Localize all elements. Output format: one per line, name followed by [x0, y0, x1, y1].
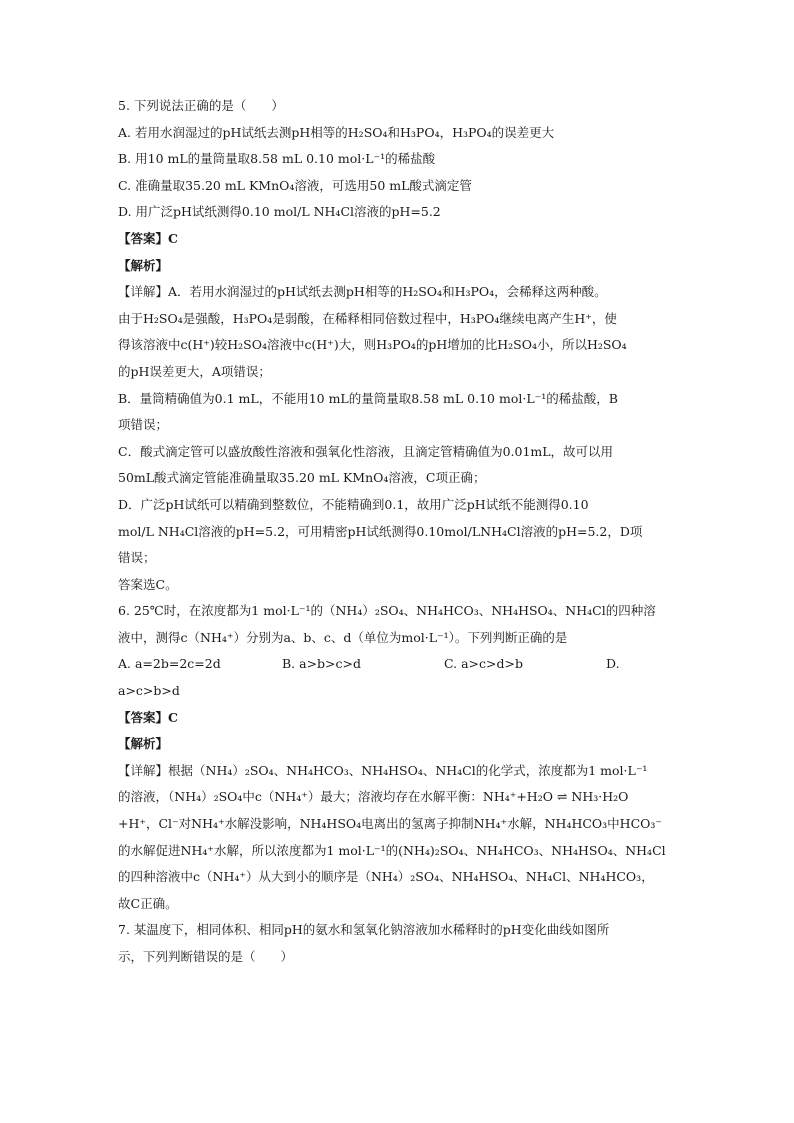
question-5-detail-line: 由于H₂SO₄是强酸，H₃PO₄是弱酸，在稀释相同倍数过程中，H₃PO₄继续电离产生H⁺，使	[118, 310, 617, 326]
question-5-detail-line: B．量筒精确值为0.1 mL，不能用10 mL的量筒量取8.58 mL 0.10 mol·L⁻¹的稀盐酸，B	[118, 390, 618, 406]
question-6-options	[118, 651, 678, 678]
question-5-detail-line: 【详解】A．若用水润湿过的pH试纸去测pH相等的H₂SO₄和H₃PO₄，会稀释这两种酸。	[118, 284, 607, 300]
question-5-detail-line: 50mL酸式滴定管能准确量取35.20 mL KMnO₄溶液，C项正确；	[118, 470, 486, 486]
question-6-stem-line: 液中，测得c（NH₄⁺）分别为a、b、c、d（单位为mol·L⁻¹）。下列判断正确的是	[118, 629, 568, 645]
question-6-option-d: D.	[606, 656, 620, 672]
question-5-option-d: D. 用广泛pH试纸测得0.10 mol/L NH₄Cl溶液的pH=5.2	[118, 204, 441, 220]
question-6-detail-line: +H⁺，Cl⁻对NH₄⁺水解没影响，NH₄HSO₄电离出的氢离子抑制NH₄⁺水解，NH₄HCO₃中HCO₃⁻	[118, 816, 662, 832]
question-6-option-c: C. a>c>d>b	[444, 656, 523, 672]
question-6-analysis-label: 【解析】	[118, 736, 169, 752]
question-6-option-a: A. a=2b=2c=2d	[118, 656, 221, 672]
question-5-detail-line: 错误；	[118, 550, 156, 566]
question-6-detail-line: 故C正确。	[118, 895, 178, 911]
question-5-answer: 【答案】C	[118, 230, 178, 246]
question-5-detail-line: 得该溶液中c(H⁺)较H₂SO₄溶液中c(H⁺)大，则H₃PO₄的pH增加的比H₂SO₄小，所以H₂SO₄	[118, 337, 627, 353]
question-5-analysis-label: 【解析】	[118, 257, 169, 273]
question-6-option-d-value: a>c>b>d	[118, 683, 180, 699]
document-content	[118, 93, 678, 971]
question-5-option-c: C. 准确量取35.20 mL KMnO₄溶液，可选用50 mL酸式滴定管	[118, 177, 472, 193]
question-7-stem-line: 示，下列判断错误的是（ ）	[118, 949, 294, 964]
question-6-detail-line: 的四种溶液中c（NH₄⁺）从大到小的顺序是（NH₄）₂SO₄、NH₄HSO₄、NH₄Cl、NH₄HCO₃，	[118, 869, 654, 885]
question-5-stem: 5. 下列说法正确的是（ ）	[118, 98, 284, 113]
question-5-option-a: A. 若用水润湿过的pH试纸去测pH相等的H₂SO₄和H₃PO₄，H₃PO₄的误差更大	[118, 124, 555, 140]
question-6-detail-line: 的溶液，（NH₄）₂SO₄中c（NH₄⁺）最大；溶液均存在水解平衡：NH₄⁺+H₂O ⇌ NH₃·H₂O	[118, 789, 629, 805]
question-5-option-b: B. 用10 mL的量筒量取8.58 mL 0.10 mol·L⁻¹的稀盐酸	[118, 151, 436, 167]
question-5-detail-line: 项错误；	[118, 417, 169, 433]
question-5-detail-line: mol/L NH₄Cl溶液的pH=5.2，可用精密pH试纸测得0.10mol/LNH₄Cl溶液的pH=5.2，D项	[118, 523, 643, 539]
question-6-detail-line: 的水解促进NH₄⁺水解，所以浓度都为1 mol·L⁻¹的(NH₄)₂SO₄、NH₄HCO₃、NH₄HSO₄、NH₄Cl	[118, 842, 666, 858]
question-5-detail-line: 答案选C。	[118, 576, 178, 592]
question-6-stem-line: 6. 25℃时，在浓度都为1 mol·L⁻¹的（NH₄）₂SO₄、NH₄HCO₃、NH₄HSO₄、NH₄Cl的四种溶	[118, 603, 656, 619]
question-5-detail-line: D．广泛pH试纸可以精确到整数位，不能精确到0.1，故用广泛pH试纸不能测得0.10	[118, 496, 589, 512]
question-6-detail-line: 【详解】根据（NH₄）₂SO₄、NH₄HCO₃、NH₄HSO₄、NH₄Cl的化学式，浓度都为1 mol·L⁻¹	[118, 762, 648, 778]
question-5-detail-line: C．酸式滴定管可以盛放酸性溶液和强氧化性溶液，且滴定管精确值为0.01mL，故可以用	[118, 443, 614, 459]
question-5-detail-line: 的pH误差更大，A项错误；	[118, 363, 271, 379]
question-7-stem-line: 7. 某温度下，相同体积、相同pH的氨水和氢氧化钠溶液加水稀释时的pH变化曲线如图所	[118, 922, 610, 938]
question-6-option-b: B. a>b>c>d	[282, 656, 362, 672]
question-6-answer: 【答案】C	[118, 709, 178, 725]
